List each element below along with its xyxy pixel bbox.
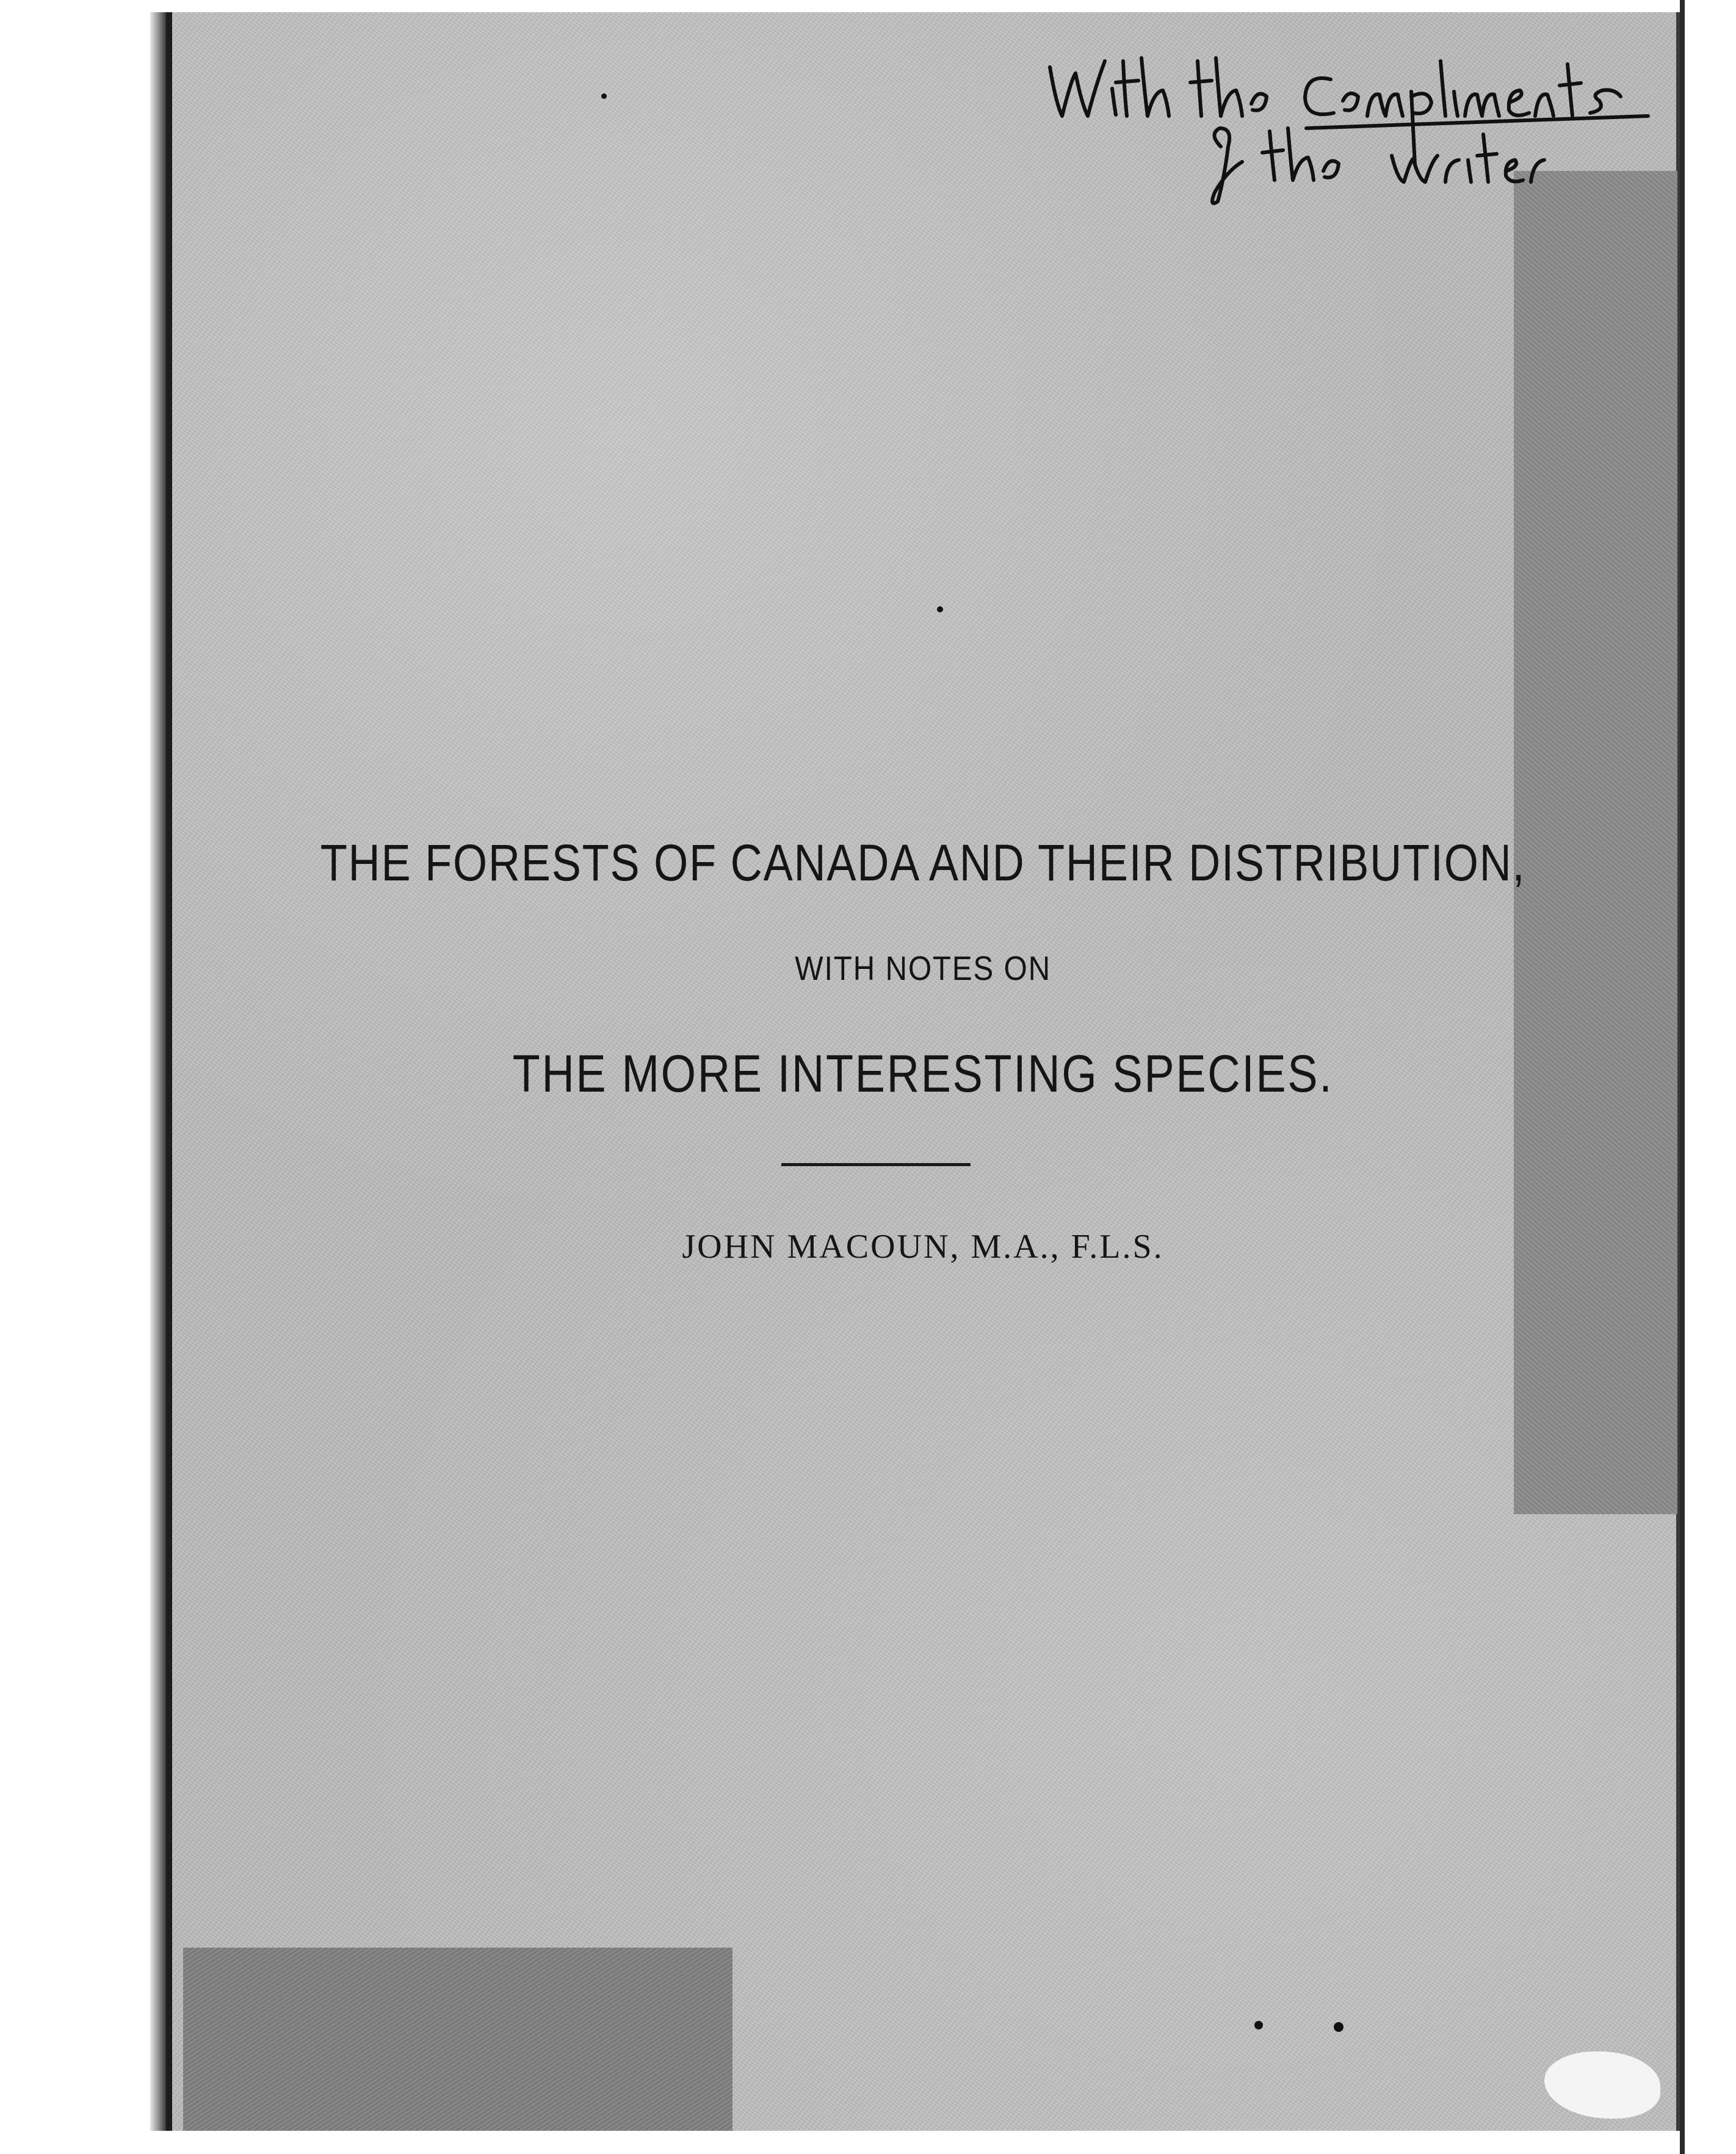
right-page-edge [1680, 0, 1685, 2154]
handwritten-inscription [1038, 24, 1660, 208]
title-divider-rule [781, 1163, 971, 1166]
ink-speck [937, 606, 943, 612]
author-line: JOHN MACOUN, M.A., F.L.S. [682, 1228, 1164, 1266]
ink-speck [601, 93, 607, 99]
title-line-3: THE MORE INTERESTING SPECIES. [512, 1045, 1334, 1103]
shadow-patch-bottom [183, 1948, 732, 2131]
title-line-2: WITH NOTES ON [795, 949, 1051, 987]
ink-speck [1254, 2021, 1263, 2029]
ink-speck [1334, 2022, 1344, 2032]
inscription-drawing [1038, 24, 1660, 208]
left-page-edge [150, 12, 167, 2131]
title-line-1: THE FORESTS OF CANADA AND THEIR DISTRIBUTION, [320, 834, 1526, 891]
